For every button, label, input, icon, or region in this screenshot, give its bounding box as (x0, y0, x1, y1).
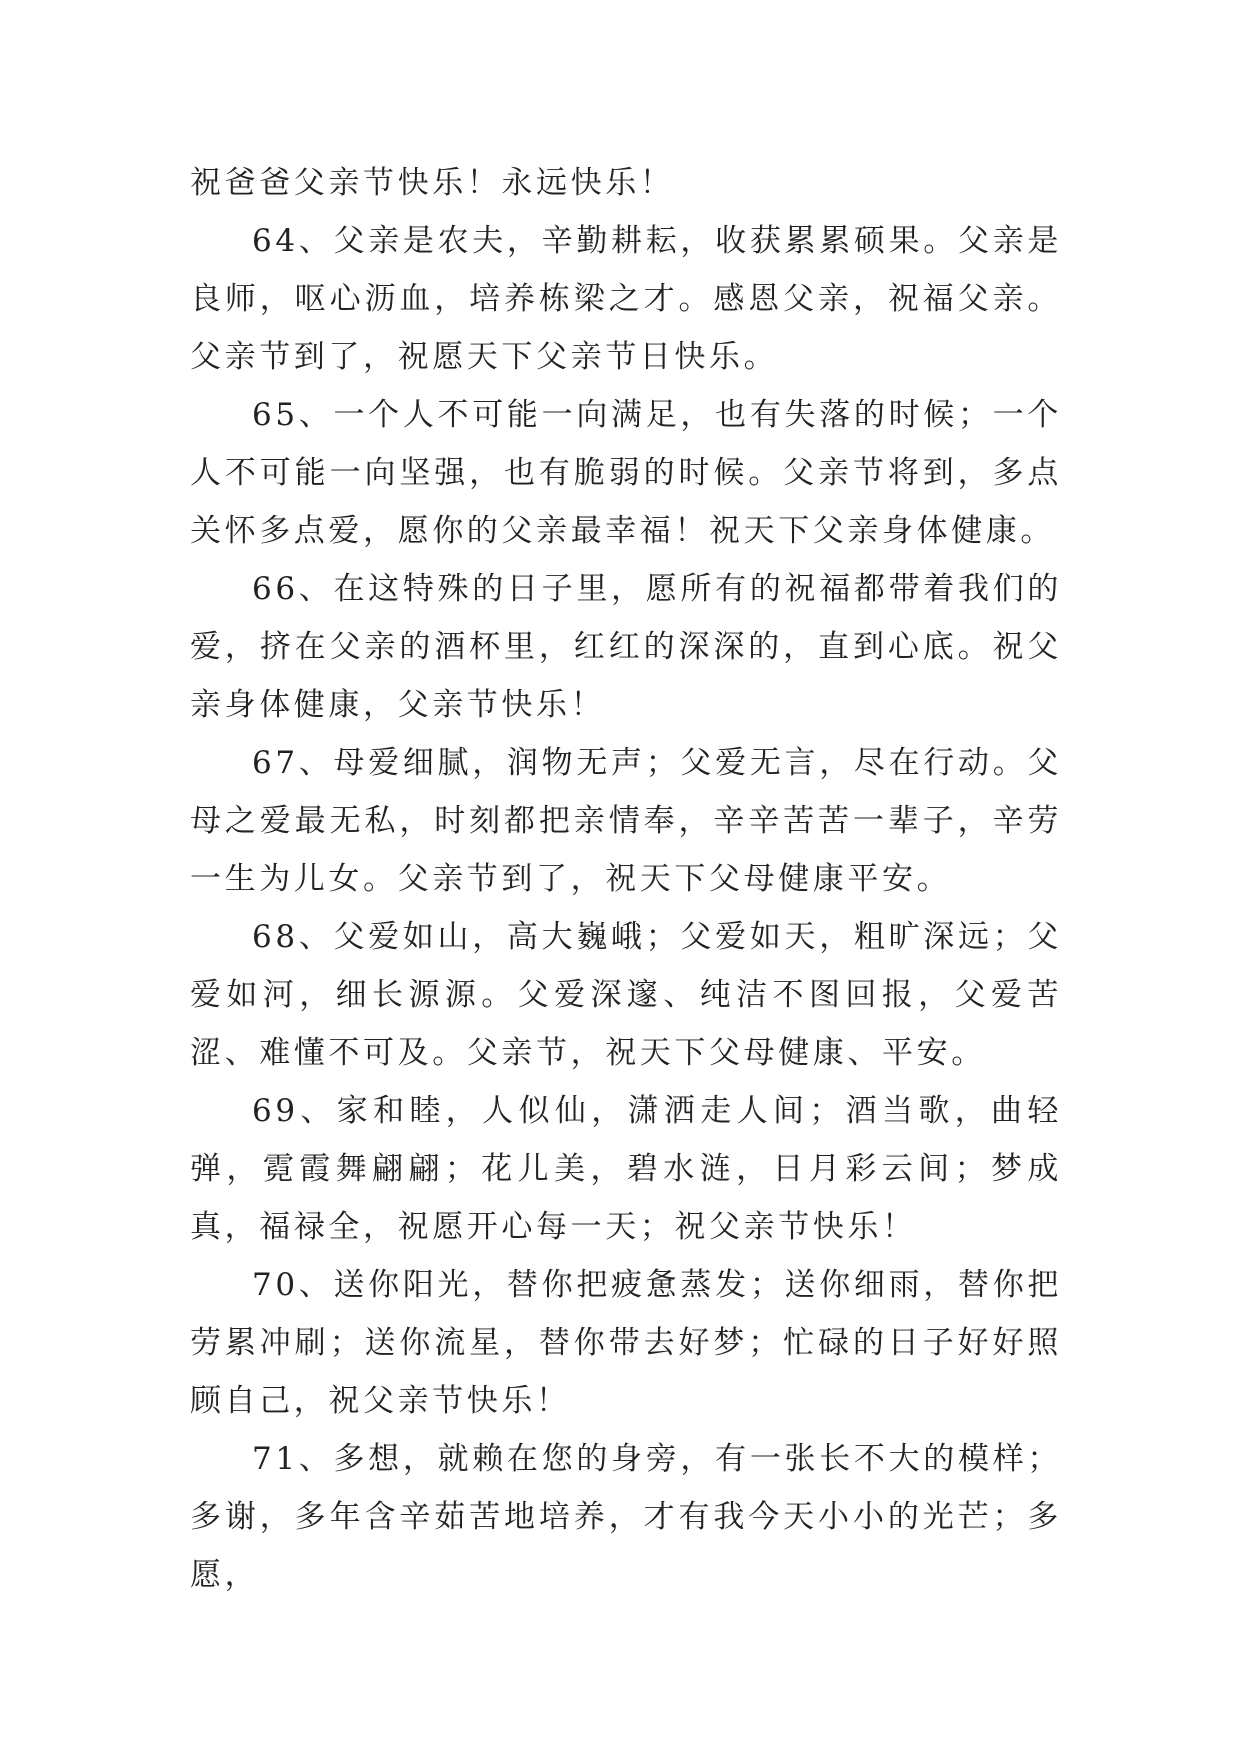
paragraph-intro-closing: 祝爸爸父亲节快乐！永远快乐！ (190, 165, 675, 201)
paragraph-66: 66、在这特殊的日子里，愿所有的祝福都带着我们的爱，挤在父亲的酒杯里，红红的深深的，直到心底。祝父亲身体健康，父亲节快乐！ (190, 571, 1062, 723)
paragraph-69: 69、家和睦，人似仙，潇洒走人间；酒当歌，曲轻弹，霓霞舞翩翩；花儿美，碧水涟，日月彩云间；梦成真，福禄全，祝愿开心每一天；祝父亲节快乐！ (190, 1093, 1062, 1245)
paragraph-70: 70、送你阳光，替你把疲惫蒸发；送你细雨，替你把劳累冲刷；送你流星，替你带去好梦；忙碌的日子好好照顾自己，祝父亲节快乐！ (190, 1267, 1062, 1419)
paragraph-71: 71、多想，就赖在您的身旁，有一张长不大的模样；多谢，多年含辛茹苦地培养，才有我今天小小的光芒；多愿， (190, 1441, 1062, 1593)
paragraph-65: 65、一个人不可能一向满足，也有失落的时候；一个人不可能一向坚强，也有脆弱的时候。父亲节将到，多点关怀多点爱，愿你的父亲最幸福！祝天下父亲身体健康。 (190, 397, 1062, 549)
paragraph-67: 67、母爱细腻，润物无声；父爱无言，尽在行动。父母之爱最无私，时刻都把亲情奉，辛辛苦苦一辈子，辛劳一生为儿女。父亲节到了，祝天下父母健康平安。 (190, 745, 1062, 897)
document-body (190, 154, 1062, 1604)
paragraph-64: 64、父亲是农夫，辛勤耕耘，收获累累硕果。父亲是良师，呕心沥血，培养栋梁之才。感恩父亲，祝福父亲。父亲节到了，祝愿天下父亲节日快乐。 (190, 223, 1062, 375)
paragraph-68: 68、父爱如山，高大巍峨；父爱如天，粗旷深远；父爱如河，细长源源。父爱深邃、纯洁不图回报，父爱苦涩、难懂不可及。父亲节，祝天下父母健康、平安。 (190, 919, 1062, 1071)
